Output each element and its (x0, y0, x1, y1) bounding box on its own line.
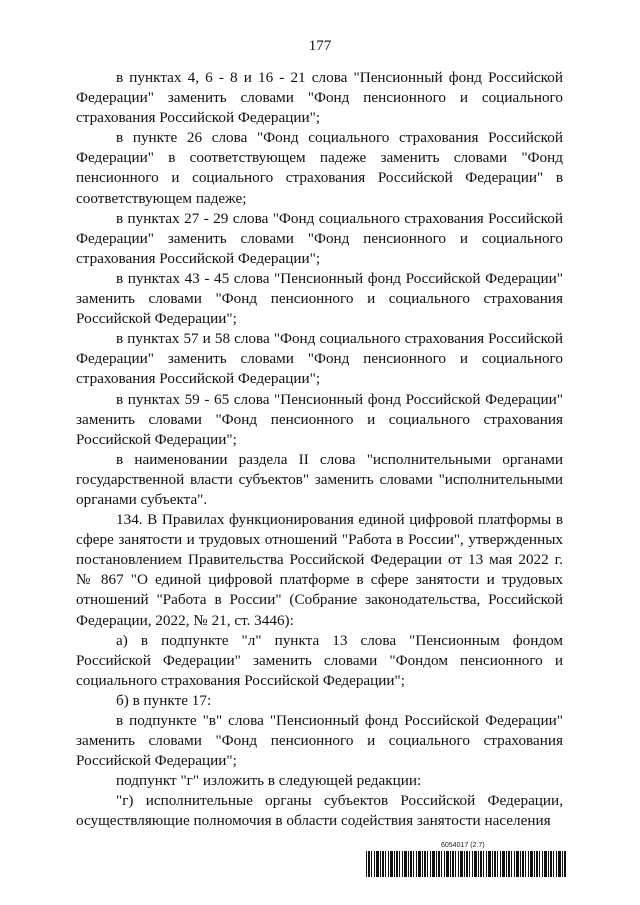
page-number: 177 (308, 38, 332, 54)
barcode-label: 6054017 (2.7) (441, 842, 485, 849)
paragraph: а) в подпункте "л" пункта 13 слова "Пенсионным фондом Российской Федерации" заменить словами "Фондом пенсионного и социального страхования Российской Федерации"; (76, 631, 563, 689)
paragraph: в подпункте "в" слова "Пенсионный фонд Российской Федерации" заменить словами "Фонд пенсионного и социального страхования Российской Федерации"; (76, 712, 563, 770)
paragraph: в пункте 26 слова "Фонд социального страхования Российской Федерации" в соответствующем падеже заменить словами "Фонд пенсионного и социального страхования Российской Федерации" в соответствующем падеже; (76, 129, 563, 207)
paragraph: в пунктах 57 и 58 слова "Фонд социального страхования Российской Федерации" заменить словами "Фонд пенсионного и социального страхования Российской Федерации"; (76, 330, 563, 388)
paragraph: б) в пункте 17: (116, 691, 212, 709)
document-body (76, 68, 563, 832)
paragraph: подпункт "г" изложить в следующей редакции: (116, 772, 422, 790)
paragraph: 134. В Правилах функционирования единой цифровой платформы в сфере занятости и трудовых отношений "Работа в России", утвержденных постановлением Правительства Российской Федерации от 13 мая 2022 г. № 867 "О единой цифровой платформе в сфере занятости и трудовых отношений "Работа в России" (Собрание законодательства, Российской Федерации, 2022, № 21, ст. 3446): (76, 511, 563, 629)
paragraph: в пунктах 43 - 45 слова "Пенсионный фонд Российской Федерации" заменить словами "Фонд пенсионного и социального страхования Российской Федерации"; (76, 269, 563, 328)
paragraph: в наименовании раздела II слова "исполнительными органами государственной власти субъектов" заменить словами "исполнительными органами субъекта". (76, 450, 563, 508)
paragraph: "г) исполнительные органы субъектов Российской Федерации, осуществляющие полномочия в области содействия занятости населения (76, 792, 563, 830)
paragraph: в пунктах 4, 6 - 8 и 16 - 21 слова "Пенсионный фонд Российской Федерации" заменить словами "Фонд пенсионного и социального страхования Российской Федерации"; (76, 69, 563, 127)
barcode (366, 851, 566, 877)
paragraph: в пунктах 27 - 29 слова "Фонд социального страхования Российской Федерации" заменить словами "Фонд пенсионного и социального страхования Российской Федерации"; (76, 209, 563, 267)
paragraph: в пунктах 59 - 65 слова "Пенсионный фонд Российской Федерации" заменить словами "Фонд пенсионного и социального страхования Российской Федерации"; (76, 390, 563, 448)
